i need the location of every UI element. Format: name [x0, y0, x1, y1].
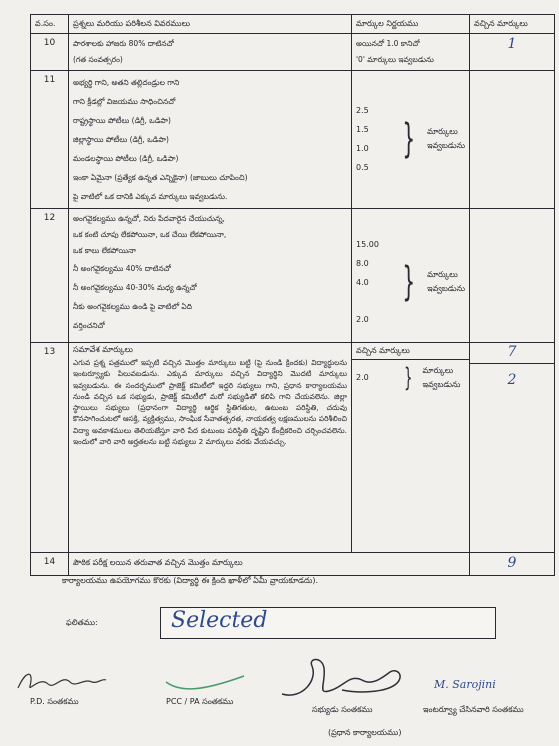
- row-mark: [470, 71, 555, 209]
- header-details: ప్రశ్నలు మరియు పరిశీలన వివరములు: [69, 15, 352, 34]
- row-details: అభ్యర్థి గాని, అతని తల్లిదండ్రుల గాని గాని క్రీడల్లో విజయము సాధించినచో రాష్ట్రస్థాయి పోటీలు (డిగ్రీ, ఒడిపా) జిల్లాస్థాయి పోటీలు (డిగ్రీ, ఒడిపా) మండలస్థాయి పోటీలు (డిగ్రీ, ఒడిపా) ఇంకా ఏమైనా (ప్రత్యేక ఉన్నత ఎన్నికైనా) (జాబులు చూపించి) పై వాటిలో ఒక దానికి ఎక్కువ మార్కులు ఇవ్వబడును.: [69, 71, 352, 209]
- row-details: అంగవైకల్యము ఉన్నచో, నిరు పేదవారైన చేయుచున్న, ఒక కంటి చూపు లేకపోయినా, ఒక చేయి లేకపోయినా, ఒక కాలు లేకపోయినా నీ అంగవైకల్యము 40% దాటినచో నీ అంగవైకల్యము 40-30% మధ్య ఉన్నచో నీకు అంగవైకల్యము ఉండి పై వాటిలో ఏది వర్తించనిచో: [69, 209, 352, 343]
- row-mark: 1: [470, 34, 555, 71]
- brace-icon: }: [402, 116, 415, 162]
- row-criteria: 15.00 8.0 4.0 2.0 } మార్కులు ఇవ్వబడును: [352, 209, 470, 343]
- brace-icon: }: [402, 259, 415, 305]
- member-signature-label: సభ్యుడు సంతకము: [312, 705, 373, 714]
- row-number: 14: [31, 553, 69, 576]
- table-row-11: [31, 71, 555, 209]
- row-details: సమావేశ మార్కులు ఎగువ ప్రశ్న పత్రములో ఇప్పటి వచ్చిన మొత్తం మార్కులు బట్టి (పై నుండి క్రిందకు) విద్యార్థులను ఇంటర్వ్యూకు పిలువబడును. ఎక్కువ మార్కులు వచ్చిన విద్యార్థిని మొదటి మార్కులు ఇవ్వబడును. ఈ సందర్భములో ప్రాజెక్ట్ కమిటీలో ఇద్దరి సభ్యులు గాని, ప్రధాన కార్యాలయము నుండి వచ్చిన ఒక సభ్యుడు, ప్రాజెక్ట్ కమిటీలో మరో సభ్యుడితో కలిపి గాని చేయవలెను. జిల్లా స్థాయిలు సభ్యులు (ప్రధానంగా విద్యార్థి ఆర్థిక స్థితిగతుల, ఉటుంబ పరిస్థితి, చదువు కొనసాగించుటలో ఆసక్తి, వ్యక్తిత్వము, సాంఘిక సేవాతత్పరత, నాయకత్వ లక్షణములను పరిశీలించి విద్యా అవకాశములు తెలియజేస్తూ వారి పేద కుటుంబ పరిస్థితి దృష్టిని కేంద్రీకరించి చర్చించవలెను. ఇందులో వారి వారి అర్హతలను బట్టి సభ్యులు 2 మార్కులు వరకు వేయవచ్చు.: [69, 343, 352, 553]
- member-signature-sub: (ప్రధాన కార్యాలయము): [328, 728, 402, 737]
- pcc-signature: [160, 672, 250, 696]
- row-details: పౌఠిక పరీక్ష లయిన తరువాత వచ్చిన మొత్తం మార్కులు: [69, 553, 470, 576]
- result-label: ఫలితము:: [66, 618, 98, 627]
- row-details: పారశాలకు హాజరు 80% దాటినచో (గత సంవత్సరం): [69, 34, 352, 71]
- row-mark: 7 2: [470, 343, 555, 553]
- header-marks: వచ్చిన మార్కులు: [470, 15, 555, 34]
- table-row-13: [31, 343, 555, 553]
- pcc-signature-label: PCC / PA సంతకము: [166, 697, 234, 706]
- pd-signature: [12, 666, 112, 696]
- result-value: Selected: [171, 608, 268, 633]
- evaluation-table: [30, 14, 555, 576]
- row-criteria: వచ్చిన మార్కులు 2.0 } మార్కులు ఇవ్వబడును: [352, 343, 470, 553]
- row-number: 12: [31, 209, 69, 343]
- row-mark: 9: [470, 553, 555, 576]
- header-criteria: మార్కుల నిర్ణయము: [352, 15, 470, 34]
- interviewer-signature-label: ఇంటర్వ్యూ చేసినవారి సంతకము: [423, 705, 524, 714]
- pd-signature-label: P.D. సంతకము: [30, 697, 79, 706]
- row-mark: [470, 209, 555, 343]
- table-row-14: [31, 553, 555, 576]
- table-header-row: [31, 15, 555, 34]
- result-field[interactable]: [160, 607, 496, 639]
- table-row-10: [31, 34, 555, 71]
- row-number: 11: [31, 71, 69, 209]
- office-use-note: కార్యాలయము ఉపయోగము కొరకు (విద్యార్థి ఈ క్రింది ఖాళీలో ఏమీ వ్రాయకూడదు).: [62, 576, 319, 585]
- member-signature: [272, 650, 412, 706]
- interviewer-name: M. Sarojini: [434, 678, 496, 691]
- row-number: 10: [31, 34, 69, 71]
- header-serial-no: వ.సం.: [31, 15, 69, 34]
- row-number: 13: [31, 343, 69, 553]
- row-criteria: అయినచో 1.0 కానిచో '0' మార్కులు ఇవ్వబడును: [352, 34, 470, 71]
- brace-icon: }: [404, 362, 413, 393]
- row-criteria: 2.5 1.5 1.0 0.5 } మార్కులు ఇవ్వబడును: [352, 71, 470, 209]
- table-row-12: [31, 209, 555, 343]
